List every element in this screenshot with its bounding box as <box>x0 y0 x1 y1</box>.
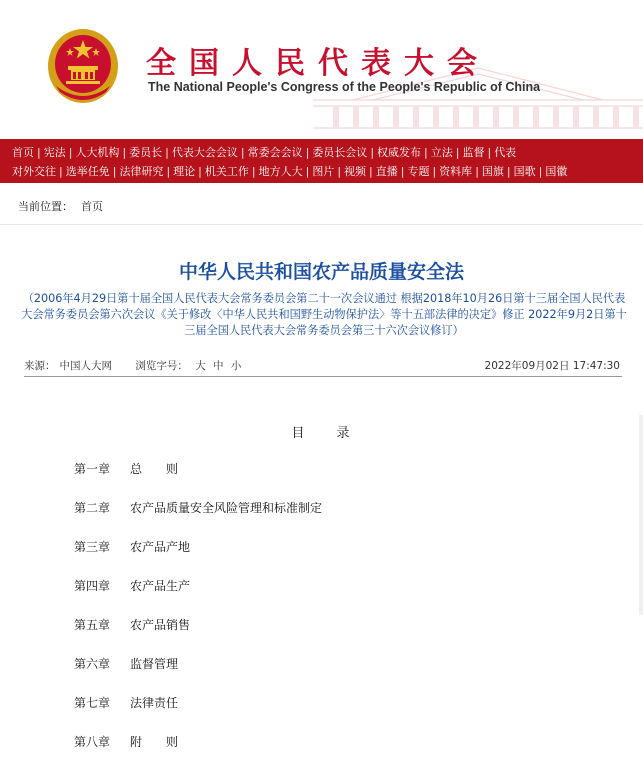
nav-separator: | <box>538 165 543 178</box>
nav-separator: | <box>487 146 492 159</box>
nav-separator: | <box>166 165 171 178</box>
toc-chapter-name: 农产品生产 <box>130 579 191 593</box>
nav-item[interactable]: 宪法 <box>43 146 66 159</box>
font-size-large-button[interactable]: 大 <box>195 360 206 372</box>
toc-chapter-name: 农产品产地 <box>130 540 191 554</box>
breadcrumb-home-link[interactable]: 首页 <box>81 200 103 213</box>
nav-separator: | <box>122 146 127 159</box>
toc-chapter-name: 农产品质量安全风险管理和标准制定 <box>130 501 323 515</box>
source-label: 来源： <box>24 360 56 372</box>
toc-chapter-name: 农产品销售 <box>130 618 191 632</box>
table-of-contents <box>74 460 554 768</box>
breadcrumb <box>18 198 103 214</box>
nav-row-1 <box>12 143 643 162</box>
nav-item[interactable]: 代表 <box>494 146 517 159</box>
nav-item[interactable]: 法律研究 <box>119 165 164 178</box>
toc-chapter-number: 第七章 <box>74 696 111 710</box>
nav-separator: | <box>68 146 73 159</box>
site-subtitle: The National People's Congress of the People's Republic of China <box>148 80 541 94</box>
toc-chapter-number: 第四章 <box>74 579 111 593</box>
toc-chapter-number: 第二章 <box>74 501 111 515</box>
toc-item[interactable] <box>74 577 554 616</box>
nav-item[interactable]: 国徽 <box>545 165 568 178</box>
nav-item[interactable]: 选举任免 <box>65 165 110 178</box>
national-emblem-icon[interactable] <box>46 26 120 106</box>
nav-item[interactable]: 国旗 <box>481 165 504 178</box>
toc-chapter-name: 法律责任 <box>130 696 179 710</box>
nav-separator: | <box>198 165 202 178</box>
main-nav <box>0 139 643 183</box>
nav-item[interactable]: 监督 <box>462 146 485 159</box>
nav-item[interactable]: 人大机构 <box>75 146 120 159</box>
nav-separator: | <box>305 146 310 159</box>
nav-separator: | <box>455 146 460 159</box>
source-value: 中国人大网 <box>59 360 112 372</box>
nav-item[interactable]: 地方人大 <box>258 165 303 178</box>
toc-item[interactable] <box>74 616 554 655</box>
toc-heading: 目录 <box>291 426 382 441</box>
nav-separator: | <box>369 165 373 178</box>
nav-item[interactable]: 委员长会议 <box>312 146 368 159</box>
nav-item[interactable]: 立法 <box>430 146 453 159</box>
nav-separator: | <box>37 146 41 159</box>
nav-separator: | <box>251 165 256 178</box>
font-size-label: 浏览字号： <box>135 360 188 372</box>
nav-separator: | <box>337 165 342 178</box>
toc-chapter-name: 附 则 <box>130 735 179 749</box>
nav-separator: | <box>59 165 63 178</box>
nav-separator: | <box>305 165 310 178</box>
nav-item[interactable]: 国歌 <box>513 165 536 178</box>
publish-datetime: 2022年09月02日 17:47:30 <box>484 360 620 372</box>
toc-chapter-name: 总 则 <box>130 462 179 476</box>
nav-separator: | <box>432 165 437 178</box>
toc-item[interactable] <box>74 538 554 577</box>
nav-item[interactable]: 对外交往 <box>12 165 56 178</box>
nav-item[interactable]: 代表大会会议 <box>171 146 238 159</box>
meta-left <box>24 358 245 373</box>
site-title[interactable]: 全国人民代表大会 <box>146 46 490 81</box>
nav-separator: | <box>475 165 479 178</box>
nav-separator: | <box>165 146 169 159</box>
nav-item[interactable]: 图片 <box>312 165 335 178</box>
nav-item[interactable]: 理论 <box>173 165 196 178</box>
nav-item[interactable]: 直播 <box>375 165 398 178</box>
divider <box>0 224 643 225</box>
toc-item[interactable] <box>74 460 554 499</box>
font-size-medium-button[interactable]: 中 <box>213 360 224 372</box>
nav-item[interactable]: 委员长 <box>129 146 163 159</box>
toc-chapter-name: 监督管理 <box>130 657 179 671</box>
nav-separator: | <box>506 165 511 178</box>
site-header <box>0 0 643 132</box>
toc-item[interactable] <box>74 733 554 768</box>
nav-separator: | <box>112 165 117 178</box>
nav-item[interactable]: 机关工作 <box>204 165 249 178</box>
toc-chapter-number: 第六章 <box>74 657 111 671</box>
page-scrollbar[interactable] <box>639 415 643 615</box>
nav-item[interactable]: 视频 <box>344 165 367 178</box>
nav-separator: | <box>424 146 428 159</box>
nav-item[interactable]: 专题 <box>407 165 430 178</box>
nav-item[interactable]: 资料库 <box>439 165 473 178</box>
font-size-small-button[interactable]: 小 <box>230 360 242 372</box>
nav-separator: | <box>240 146 245 159</box>
meta-divider <box>24 376 622 377</box>
toc-item[interactable] <box>74 655 554 694</box>
toc-chapter-number: 第五章 <box>74 618 111 632</box>
toc-chapter-number: 第一章 <box>74 462 111 476</box>
toc-item[interactable] <box>74 499 554 538</box>
toc-chapter-number: 第三章 <box>74 540 111 554</box>
toc-chapter-number: 第八章 <box>74 735 111 749</box>
breadcrumb-label: 当前位置： <box>18 200 73 213</box>
nav-item[interactable]: 常委会会议 <box>247 146 303 159</box>
page-title: 中华人民共和国农产品质量安全法 <box>178 261 464 283</box>
article-meta <box>24 358 620 378</box>
toc-item[interactable] <box>74 694 554 733</box>
nav-row-2 <box>12 162 643 181</box>
article-note: （2006年4月29日第十届全国人民代表大会常务委员会第二十一次会议通过 根据2018年10月26日第十三届全国人民代表大会常务委员会第六次会议《关于修改〈中华人民共和国野生动物保护法〉等十五部法律的决定》修正 2022年9月2日第十三届全国人民代表大会常务委员会第三十六次会议修订） <box>21 292 627 337</box>
nav-item[interactable]: 首页 <box>12 146 34 159</box>
nav-item[interactable]: 权威发布 <box>377 146 422 159</box>
nav-separator: | <box>370 146 375 159</box>
nav-separator: | <box>400 165 405 178</box>
